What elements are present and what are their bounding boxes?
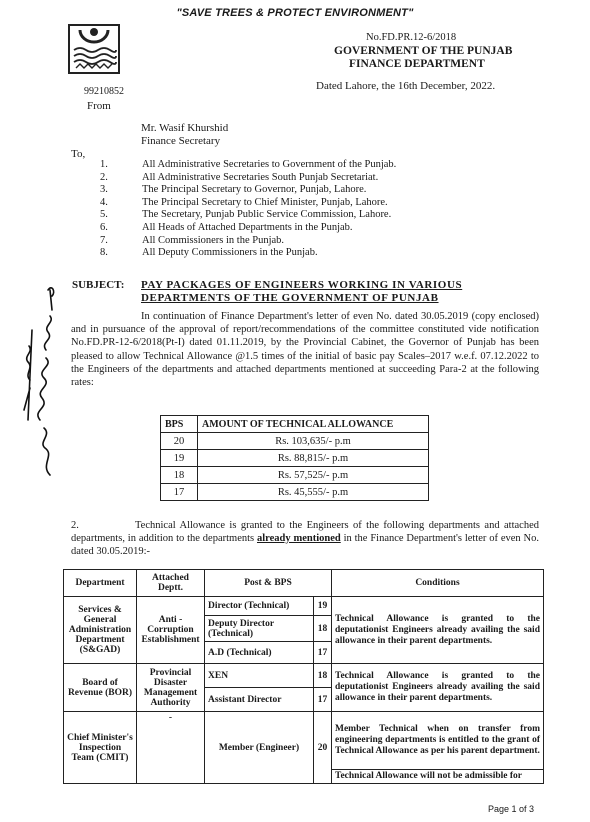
table-row: Board of Revenue (BOR) Provincial Disaster Management Authority XEN 18 Technical Allowance is granted to the deputationist Engineers already availing the said allowance in their parent departments. [64,664,544,688]
paragraph-1: In continuation of Finance Department's letter of even No. dated 30.05.2019 (copy enclosed) and in pursuance of the approval of report/recommendations of the committee constituted vide notification No.FD.PR-12-6/2018(Pt-I) dated 01.11.2019, by the Provincial Cabinet, the Governor of Punjab has been pleased to allow Technical Allowance @1.5 times of the initial of basic pay Scales–2017 w.e.f. 07.12.2022 to the Engineers of the departments and attached departments mentioned at succeeding Para-2 at the following rates: [71,311,539,389]
sender-block [141,122,228,148]
table-row: 20 Rs. 103,635/- p.m [161,433,429,450]
column-header: Post & BPS [205,570,332,597]
table-row: 17 Rs. 45,555/- p.m [161,484,429,501]
subject-label: SUBJECT: [72,279,125,291]
table-row: 18 Rs. 57,525/- p.m [161,467,429,484]
list-item: 7. All Commissioners in the Punjab. [100,234,285,246]
paragraph-2: 2. Technical Allowance is granted to the Engineers of the following departments and attached departments, in addition to the departments already mentioned in the Finance Department's letter of even No. dated 30.05.2019:- [71,520,539,557]
department-table [63,569,544,784]
department-heading: FINANCE DEPARTMENT [349,58,485,70]
table-row: Deputy Director (Technical) 18 [64,616,544,642]
table-row: A.D (Technical) 17 [64,642,544,664]
list-item: 2. All Administrative Secretaries South Punjab Secretariat. [100,171,379,183]
handwritten-signature-icon [10,270,70,480]
to-label: To, [71,148,86,160]
column-header: AMOUNT OF TECHNICAL ALLOWANCE [198,416,429,433]
table-row: Services & General Administration Department (S&GAD) Anti - Corruption Establishment Director (Technical) 19 Technical Allowance is granted to the deputationist Engineers already availing the said allowance in their parent departments. [64,597,544,616]
column-header: Attached Deptt. [137,570,205,597]
column-header: Conditions [332,570,544,597]
list-item: 4. The Principal Secretary to Chief Minister, Punjab, Lahore. [100,196,388,208]
table-row: Assistant Director 17 [64,688,544,712]
table-row: 19 Rs. 88,815/- p.m [161,450,429,467]
list-item: 3. The Principal Secretary to Governor, Punjab, Lahore. [100,184,367,196]
list-item: 1. All Administrative Secretaries to Government of the Punjab. [100,159,397,170]
document-number: 99210852 [84,86,124,97]
table-row: Technical Allowance will not be admissible for [64,770,544,784]
sender-title: Finance Secretary [141,135,221,147]
motto: "SAVE TREES & PROTECT ENVIRONMENT" [176,7,414,19]
column-header: BPS [161,416,198,433]
from-label: From [87,100,111,112]
punjab-government-logo-icon [66,22,122,76]
government-heading: GOVERNMENT OF THE PUNJAB [334,45,513,57]
page-number: Page 1 of 3 [488,804,535,814]
letter-date: Dated Lahore, the 16th December, 2022. [316,80,496,92]
list-item: 6. All Heads of Attached Departments in the Punjab. [100,221,353,233]
list-item: 8. All Deputy Commissioners in the Punjab. [100,247,318,259]
subject-text: PAY PACKAGES OF ENGINEERS WORKING IN VARIOUS DEPARTMENTS OF THE GOVERNMENT OF PUNJAB [141,279,463,304]
recipient-list [100,159,396,260]
table-row: Chief Minister's Inspection Team (CMIT) - Member (Engineer) 20 Member Technical when on transfer from engineering departments is entitled to the grant of Technical Allowance as per his parent department. [64,712,544,770]
sender-name: Mr. Wasif Khurshid [141,122,229,134]
list-item: 5. The Secretary, Punjab Public Service Commission, Lahore. [100,209,392,221]
file-number: No.FD.PR.12-6/2018 [366,32,457,43]
allowance-table [160,415,429,501]
column-header: Department [64,570,137,597]
